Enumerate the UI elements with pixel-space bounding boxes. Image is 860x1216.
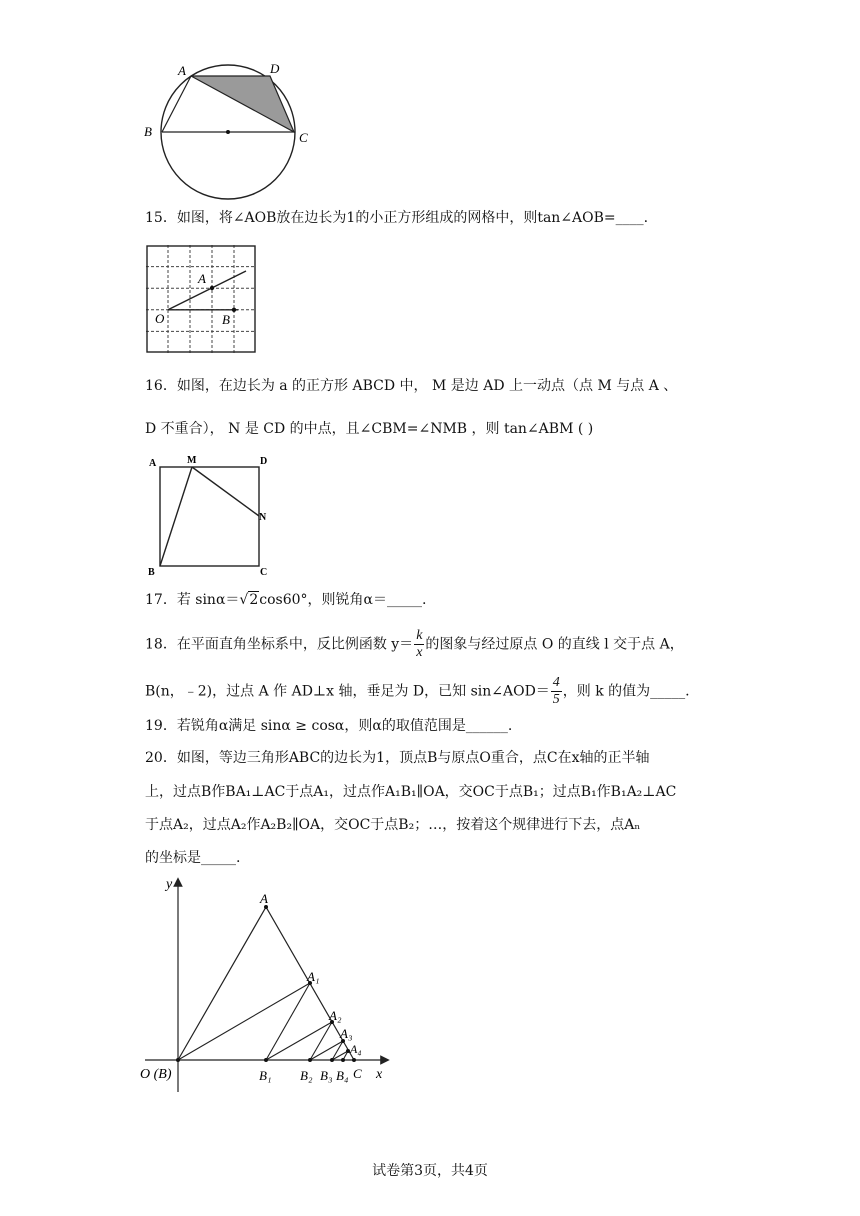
label-origin: O (B) xyxy=(140,1067,172,1082)
circle-figure xyxy=(140,55,320,205)
frac-numerator: 4 xyxy=(552,675,560,690)
label-N: N xyxy=(259,512,267,523)
frac-denominator: 5 xyxy=(552,692,560,707)
triangle-coordinate-figure xyxy=(140,870,400,1102)
question-18-line1 xyxy=(145,628,684,661)
fraction-k-over-x xyxy=(414,628,424,661)
label-B3: B₃ xyxy=(320,1068,333,1083)
question-16-line1: 16．如图，在边长为 a 的正方形 ABCD 中， M 是边 AD 上一动点（点 M 与点 A 、 xyxy=(145,378,678,394)
question-15-text: 15．如图，将∠AOB放在边长为1的小正方形组成的网格中，则tan∠AOB=____. xyxy=(145,210,649,226)
frac-numerator: k xyxy=(416,628,423,643)
label-A1: A₁ xyxy=(307,969,320,984)
question-17-pre: 17．若 sinα＝ xyxy=(145,592,240,608)
label-B1: B₁ xyxy=(259,1068,272,1083)
label-B: B xyxy=(148,567,155,578)
question-18-line1-pre: 18．在平面直角坐标系中，反比例函数 y＝ xyxy=(145,636,414,653)
label-C: C xyxy=(353,1066,362,1081)
label-A4: A₄ xyxy=(350,1042,362,1056)
label-A2: A₂ xyxy=(329,1008,342,1023)
label-A: A xyxy=(198,271,206,286)
label-B: B xyxy=(144,124,152,139)
question-17-post: cos60°，则锐角α＝_____. xyxy=(259,592,427,608)
question-18-line1-post: 的图象与经过原点 O 的直线 l 交于点 A， xyxy=(425,636,684,653)
label-B: B xyxy=(222,312,230,327)
question-17-root: 2 xyxy=(249,592,259,608)
label-D: D xyxy=(270,61,280,76)
page-footer: 试卷第3页，共4页 xyxy=(372,1163,488,1179)
question-18-line2-pre: B(n，﹣2)，过点 A 作 AD⊥x 轴，垂足为 D，已知 sin∠AOD＝ xyxy=(145,683,550,700)
label-B2: B₂ xyxy=(300,1068,313,1083)
label-O: O xyxy=(155,311,165,326)
label-B4: B₄ xyxy=(336,1068,349,1083)
question-20-line1: 20．如图，等边三角形ABC的边长为1，顶点B与原点O重合，点C在x轴的正半轴 xyxy=(145,750,650,766)
label-C: C xyxy=(260,567,268,578)
label-C: C xyxy=(299,130,308,145)
axis-label-x: x xyxy=(376,1067,383,1082)
square-figure xyxy=(145,452,275,580)
label-A: A xyxy=(149,458,157,469)
question-18-line2 xyxy=(145,675,690,708)
label-A: A xyxy=(260,891,268,906)
question-20-line2: 上，过点B作BA₁⊥AC于点A₁，过点作A₁B₁∥OA，交OC于点B₁；过点B₁作B₁A₂⊥AC xyxy=(145,784,677,800)
axis-label-y: y xyxy=(166,877,173,892)
question-16-line2: D 不重合）， N 是 CD 的中点，且∠CBM=∠NMB ，则 tan∠ABM ( ) xyxy=(145,421,594,437)
question-18-line2-post: ，则 k 的值为_____. xyxy=(562,683,690,700)
label-D: D xyxy=(260,456,268,467)
question-17: 17．若 sinα＝√2cos60°，则锐角α＝_____. xyxy=(145,592,427,608)
label-A: A xyxy=(178,63,186,78)
question-19-text: 19．若锐角α满足 sinα ≥ cosα，则α的取值范围是______. xyxy=(145,718,513,734)
fraction-4-over-5 xyxy=(551,675,562,708)
question-20-line3: 于点A₂，过点A₂作A₂B₂∥OA，交OC于点B₂；…，按着这个规律进行下去，点Aₙ xyxy=(145,817,641,833)
question-20-line4: 的坐标是_____. xyxy=(145,850,241,866)
label-A3: A₃ xyxy=(340,1026,353,1041)
grid-figure xyxy=(146,245,258,355)
frac-denominator: x xyxy=(416,645,423,660)
label-M: M xyxy=(187,455,197,466)
